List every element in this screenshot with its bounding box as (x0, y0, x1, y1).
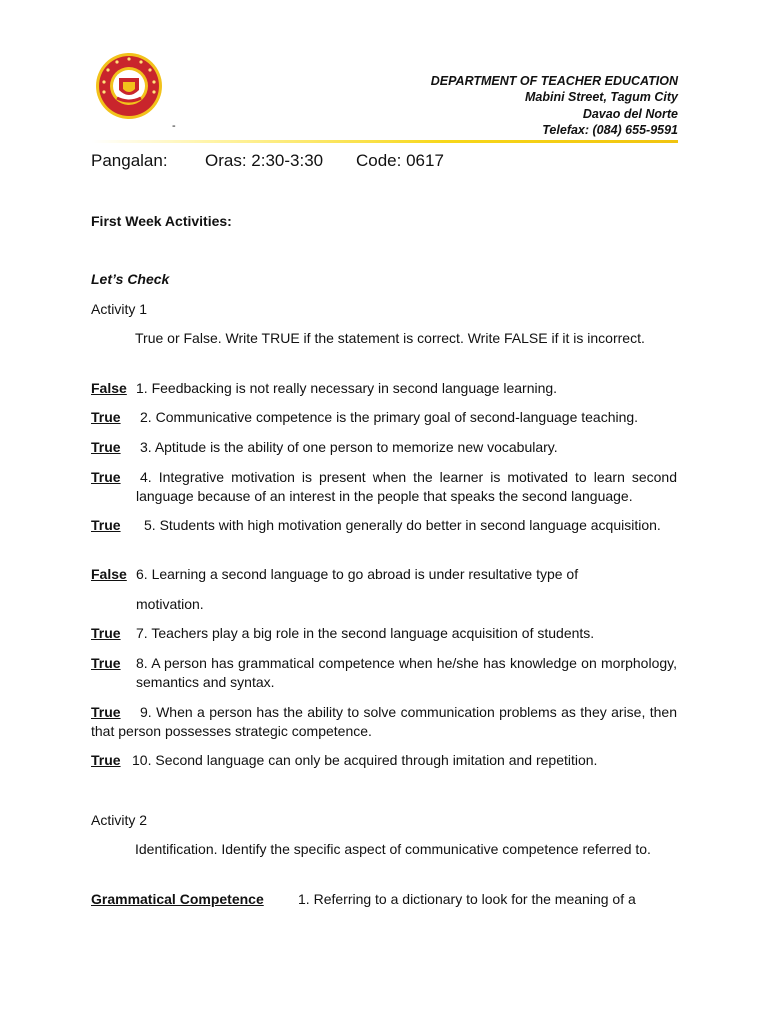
answer: False (91, 566, 127, 582)
activity-1-instruction: True or False. Write TRUE if the statement is correct. Write FALSE if it is incorrect. (135, 330, 645, 346)
question: 7. Teachers play a big role in the second language acquisition of students. (136, 625, 595, 641)
list-item (91, 703, 677, 741)
department-name: DEPARTMENT OF TEACHER EDUCATION (430, 74, 678, 88)
department-address-block (258, 73, 678, 138)
answer: True (91, 704, 121, 720)
question: 10. Second language can only be acquired through imitation and repetition. (132, 752, 598, 768)
activity-2-instruction: Identification. Identify the specific aspect of communicative competence referred to. (135, 841, 651, 857)
answer: True (91, 655, 121, 671)
answer: True (91, 625, 121, 641)
question: 1. Referring to a dictionary to look for the meaning of a (298, 891, 636, 907)
question-continuation: motivation. (136, 596, 204, 612)
answer: Grammatical Competence (91, 891, 264, 907)
name-label: Pangalan: (91, 151, 168, 170)
answer: True (91, 517, 121, 533)
answer: True (91, 752, 121, 768)
answer: False (91, 380, 127, 396)
header-dash: - (172, 120, 176, 132)
college-seal-icon (95, 52, 163, 120)
question: 6. Learning a second language to go abroad is under resultative type of (136, 566, 579, 582)
question: True 9. When a person has the ability to solve communication problems as they arise, then that person possesses strategic competence. (91, 704, 677, 739)
question: 4. Integrative motivation is present when the learner is motivated to learn second language because of an interest in the people that speaks the second language. (136, 469, 678, 504)
question: 1. Feedbacking is not really necessary in second language learning. (136, 380, 558, 396)
time-label: Oras: 2:30-3:30 (205, 151, 324, 170)
code-label: Code: 0617 (356, 151, 444, 170)
question: 8. A person has grammatical competence when he/she has knowledge on morphology, semantics and syntax. (136, 655, 678, 690)
question: 5. Students with high motivation generally do better in second language acquisition. (144, 517, 661, 533)
question: 3. Aptitude is the ability of one person to memorize new vocabulary. (140, 439, 558, 455)
header-rule (92, 140, 678, 143)
answer: True (91, 469, 121, 485)
question: 2. Communicative competence is the primary goal of second-language teaching. (140, 409, 639, 425)
activity-2-title: Activity 2 (91, 812, 148, 828)
activity-1-title: Activity 1 (91, 301, 148, 317)
answer: True (91, 409, 121, 425)
street-address: Mabini Street, Tagum City (524, 90, 678, 105)
telefax: Telefax: (084) 655-9591 (542, 122, 678, 137)
province: Davao del Norte (582, 106, 678, 121)
week-heading: First Week Activities: (91, 213, 232, 229)
answer: True (91, 439, 121, 455)
section-heading: Let’s Check (91, 271, 170, 287)
